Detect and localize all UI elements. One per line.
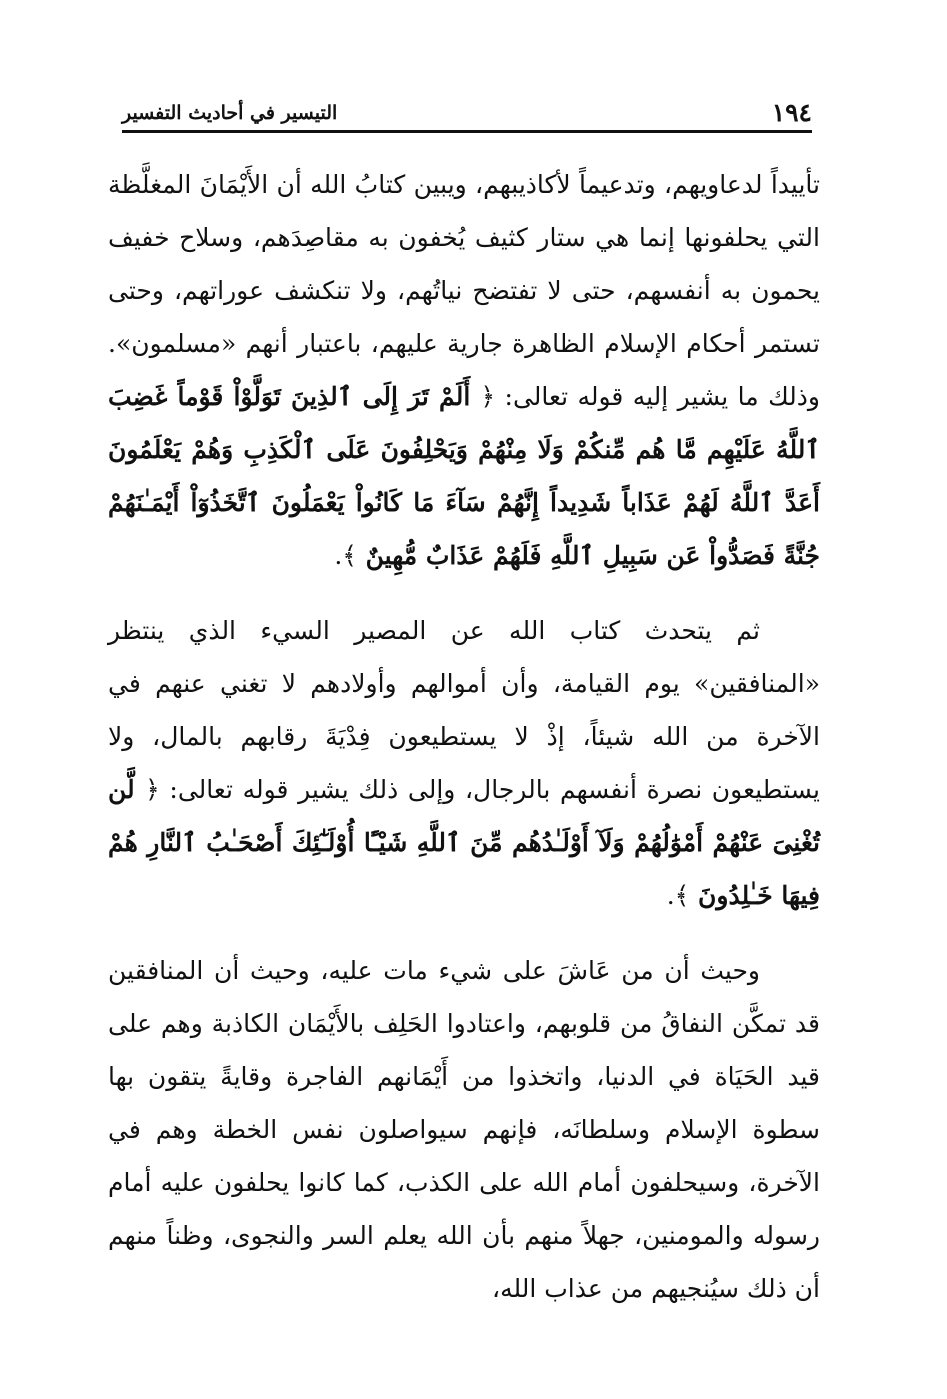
page-header xyxy=(122,96,812,130)
verse-close-bracket: ﴾ xyxy=(674,881,690,910)
paragraph-text: ثم يتحدث كتاب الله عن المصير السيء الذي ينتظر «المنافقين» يوم القيامة، وأن أموالهم وأولادهم لا تغني عنهم في الآخرة من الله شيئاً، إذْ لا يستطيعون فِدْيَةَ رقابهم بالمال، ولا يستطيعون نصرة أنفسهم بالرجال، وإلى ذلك يشير قوله تعالى: xyxy=(108,616,820,804)
header-rule xyxy=(122,130,812,133)
page-body xyxy=(108,158,820,1315)
paragraph-3 xyxy=(108,944,820,1315)
trailing-punctuation: . xyxy=(334,541,343,570)
verse-text: لَّن تُغْنِىَ عَنْهُمْ أَمْوَٰلُهُمْ وَلَآ أَوْلَـٰدُهُم مِّنَ ٱللَّهِ شَيْـًٔا أُوْلَـٰٓئِكَ أَصْحَـٰبُ ٱلنَّارِ هُمْ فِيهَا خَـٰلِدُونَ xyxy=(108,775,820,910)
paragraph-text: وحيث أن من عَاشَ على شيء مات عليه، وحيث أن المنافقين قد تمكَّن النفاقُ من قلوبهم، واعتادوا الحَلِف بالأَيْمَان الكاذبة وهم على قيد الحَيَاة في الدنيا، واتخذوا من أَيْمَانهم الفاجرة وقايةً يتقون بها سطوة الإسلام وسلطانَه، فإنهم سيواصلون نفس الخطة وهم في الآخرة، وسيحلفون أمام الله على الكذب، كما كانوا يحلفون عليه أمام رسوله والمومنين، جهلاً منهم بأن الله يعلم السر والنجوى، وظناً منهم أن ذلك سيُنجيهم من عذاب الله، xyxy=(108,956,820,1303)
verse-open-bracket: ﴿ xyxy=(145,775,160,804)
trailing-punctuation: . xyxy=(666,881,675,910)
running-title: التيسير في أحاديث التفسير xyxy=(122,102,338,124)
paragraph-1 xyxy=(108,158,820,582)
verse-open-bracket: ﴿ xyxy=(480,382,496,411)
paragraph-text: تأييداً لدعاويهم، وتدعيماً لأكاذيبهم، ويبين كتابُ الله أن الأَيْمَانَ المغلَّظة التي يحلفونها إنما هي ستار كثيف يُخفون به مقاصِدَهم، وسلاح خفيف يحمون به أنفسهم، حتى لا تفتضح نياتُهم، ولا تنكشف عوراتهم، وحتى تستمر أحكام الإسلام الظاهرة جارية عليهم، باعتبار أنهم «مسلمون». وذلك ما يشير إليه قوله تعالى: xyxy=(108,170,820,411)
paragraph-2 xyxy=(108,604,820,922)
verse-close-bracket: ﴾ xyxy=(342,541,357,570)
page-number: ١٩٤ xyxy=(771,98,812,127)
verse-text: أَلَمْ تَرَ إِلَى ٱلذِينَ تَوَلَّوْاْ قَوْماً غَضِبَ ٱللَّهُ عَلَيْهِم مَّا هُم مِّنكُمْ وَلَا مِنْهُمْ وَيَحْلِفُونَ عَلَى ٱلْكَذِبِ وَهُمْ يَعْلَمُونَ أَعَدَّ ٱللَّهُ لَهُمْ عَذَاباً شَدِيداً إِنَّهُمْ سَآءَ مَا كَانُواْ يَعْمَلُونَ ٱتَّخَذُوٓاْ أَيْمَـٰنَهُمْ جُنَّةً فَصَدُّواْ عَن سَبِيلِ ٱللَّهِ فَلَهُمْ عَذَابٌ مُّهِينٌ xyxy=(108,382,820,570)
